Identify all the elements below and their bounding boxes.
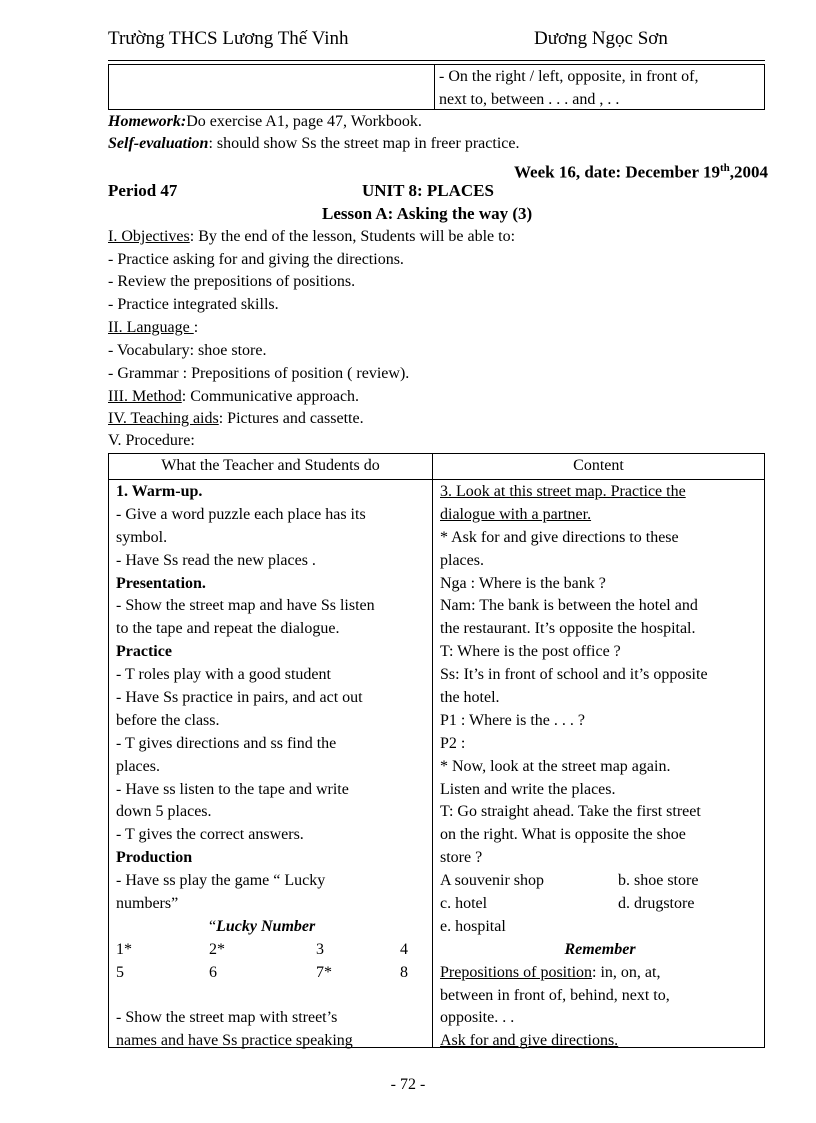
lucky-number-quote: “ bbox=[209, 917, 217, 935]
self-evaluation-label: Self-evaluation bbox=[108, 135, 209, 152]
content-line: on the right. What is opposite the shoe bbox=[440, 826, 686, 844]
method-label: III. Method bbox=[108, 388, 182, 405]
lucky-number-cell: 1* bbox=[116, 940, 132, 958]
week-date-year: ,2004 bbox=[729, 162, 768, 182]
continuation-table-right-cell bbox=[434, 65, 764, 109]
content-line: places. bbox=[440, 551, 484, 569]
content-line: T: Go straight ahead. Take the first street bbox=[440, 803, 701, 821]
section-practice: Practice bbox=[116, 643, 172, 661]
answer-option: b. shoe store bbox=[618, 872, 699, 890]
page-number: - 72 - bbox=[390, 1076, 426, 1093]
column-divider bbox=[432, 454, 433, 1047]
prepositions-line bbox=[440, 962, 760, 985]
content-line: * Now, look at the street map again. bbox=[440, 757, 671, 775]
lucky-number-title-text: Lucky Number bbox=[216, 917, 316, 935]
content-column bbox=[440, 481, 760, 1053]
answer-options-row bbox=[440, 893, 760, 916]
answer-options-row bbox=[440, 870, 760, 893]
content-line: Ss: It’s in front of school and it’s opposite bbox=[440, 666, 708, 684]
content-line: 3. Look at this street map. Practice the bbox=[440, 483, 686, 500]
activity-line: - Have ss listen to the tape and write bbox=[116, 780, 349, 798]
activities-column bbox=[116, 481, 426, 1053]
activity-line: - Give a word puzzle each place has its bbox=[116, 505, 366, 523]
content-line: the hotel. bbox=[440, 689, 500, 707]
lucky-number-row bbox=[116, 962, 426, 985]
section-presentation: Presentation. bbox=[116, 574, 206, 592]
content-line: opposite. . . bbox=[440, 1009, 515, 1027]
content-line: dialogue with a partner. bbox=[440, 505, 592, 523]
objective-item: - Review the prepositions of positions. bbox=[108, 273, 356, 290]
unit-title: UNIT 8: PLACES bbox=[362, 181, 494, 200]
activity-line: down 5 places. bbox=[116, 803, 212, 821]
self-evaluation-line bbox=[108, 133, 519, 155]
content-line: the restaurant. It’s opposite the hospital. bbox=[440, 620, 696, 638]
lucky-number-cell: 7* bbox=[316, 963, 332, 981]
header-teacher: Dương Ngọc Sơn bbox=[534, 28, 668, 49]
language-text: : bbox=[193, 319, 199, 336]
blank-line bbox=[116, 985, 426, 1008]
header-rule bbox=[108, 60, 765, 61]
content-line: P1 : Where is the . . . ? bbox=[440, 711, 586, 729]
objectives-heading bbox=[108, 226, 515, 248]
activity-line: symbol. bbox=[116, 528, 168, 546]
content-line: P2 : bbox=[440, 734, 466, 752]
week-date bbox=[514, 157, 768, 184]
activity-line: - Have ss play the game “ Lucky bbox=[116, 872, 326, 890]
content-line: Ask for and give directions. bbox=[440, 1032, 619, 1050]
activity-line: - Show the street map and have Ss listen bbox=[116, 597, 375, 615]
lucky-number-title bbox=[116, 916, 426, 939]
activity-line: numbers” bbox=[116, 895, 179, 913]
period: Period 47 bbox=[108, 181, 178, 200]
homework-label: Homework: bbox=[108, 113, 187, 130]
aids-label: IV. Teaching aids bbox=[108, 410, 219, 427]
objective-item: - Practice asking for and giving the directions. bbox=[108, 251, 404, 268]
objectives-text: : By the end of the lesson, Students will be able to: bbox=[189, 228, 516, 245]
answer-option: d. drugstore bbox=[618, 895, 695, 913]
section-warmup: 1. Warm-up. bbox=[116, 483, 203, 500]
homework-line bbox=[108, 111, 422, 133]
homework-text: Do exercise A1, page 47, Workbook. bbox=[186, 113, 422, 130]
column-header-content: Content bbox=[573, 457, 624, 474]
content-line: * Ask for and give directions to these bbox=[440, 528, 679, 546]
continuation-line: - On the right / left, opposite, in front of, bbox=[439, 68, 699, 85]
activity-line: - T gives directions and ss find the bbox=[116, 734, 337, 752]
content-line: T: Where is the post office ? bbox=[440, 643, 621, 661]
language-item: - Grammar : Prepositions of position ( review). bbox=[108, 365, 410, 382]
objectives-label: I. Objectives bbox=[108, 228, 190, 245]
continuation-table bbox=[108, 64, 765, 110]
method-text: : Communicative approach. bbox=[181, 388, 360, 405]
lucky-number-cell: 5 bbox=[116, 963, 124, 981]
activity-line: places. bbox=[116, 757, 160, 775]
activity-line: - Show the street map with street’s bbox=[116, 1009, 338, 1027]
lucky-number-cell: 3 bbox=[316, 940, 324, 958]
lesson-title: Lesson A: Asking the way (3) bbox=[322, 204, 533, 223]
lucky-number-row bbox=[116, 939, 426, 962]
section-production: Production bbox=[116, 849, 193, 867]
activity-line: - Have Ss read the new places . bbox=[116, 551, 316, 569]
lucky-number-cell: 4 bbox=[400, 940, 408, 958]
aids-line bbox=[108, 408, 364, 430]
content-line: between in front of, behind, next to, bbox=[440, 986, 670, 1004]
activity-line: - Have Ss practice in pairs, and act out bbox=[116, 689, 363, 707]
content-line: Nam: The bank is between the hotel and bbox=[440, 597, 698, 615]
content-line: store ? bbox=[440, 849, 483, 867]
activity-line: to the tape and repeat the dialogue. bbox=[116, 620, 340, 638]
continuation-line: next to, between . . . and , . . bbox=[439, 91, 620, 108]
lucky-number-cell: 2* bbox=[209, 940, 225, 958]
activity-line: names and have Ss practice speaking bbox=[116, 1032, 353, 1050]
week-date-sup: th bbox=[719, 162, 730, 174]
content-line: Nga : Where is the bank ? bbox=[440, 574, 606, 592]
procedure-heading: V. Procedure: bbox=[108, 432, 195, 449]
lucky-number-cell: 8 bbox=[400, 963, 408, 981]
header-school: Trường THCS Lương Thế Vinh bbox=[108, 28, 349, 49]
prepositions-text: : in, on, at, bbox=[592, 963, 661, 981]
header-divider bbox=[109, 479, 764, 480]
method-line bbox=[108, 386, 359, 408]
answer-option: e. hospital bbox=[440, 917, 506, 935]
column-header-activities: What the Teacher and Students do bbox=[161, 457, 380, 474]
remember-heading: Remember bbox=[564, 940, 636, 958]
week-date-text: Week 16, date: December 19 bbox=[513, 162, 720, 182]
answer-option: c. hotel bbox=[440, 895, 488, 913]
activity-line: - T gives the correct answers. bbox=[116, 826, 304, 844]
prepositions-label: Prepositions of position bbox=[440, 963, 593, 981]
language-label: II. Language bbox=[108, 319, 194, 336]
language-heading bbox=[108, 317, 198, 339]
self-evaluation-text: : should show Ss the street map in freer practice. bbox=[208, 135, 520, 152]
activity-line: - T roles play with a good student bbox=[116, 666, 331, 684]
lucky-number-cell: 6 bbox=[209, 963, 217, 981]
content-line: Listen and write the places. bbox=[440, 780, 616, 798]
objective-item: - Practice integrated skills. bbox=[108, 296, 279, 313]
aids-text: : Pictures and cassette. bbox=[218, 410, 364, 427]
language-item: - Vocabulary: shoe store. bbox=[108, 342, 267, 359]
procedure-table bbox=[108, 453, 765, 1048]
activity-line: before the class. bbox=[116, 711, 220, 729]
answer-option: A souvenir shop bbox=[440, 872, 544, 890]
